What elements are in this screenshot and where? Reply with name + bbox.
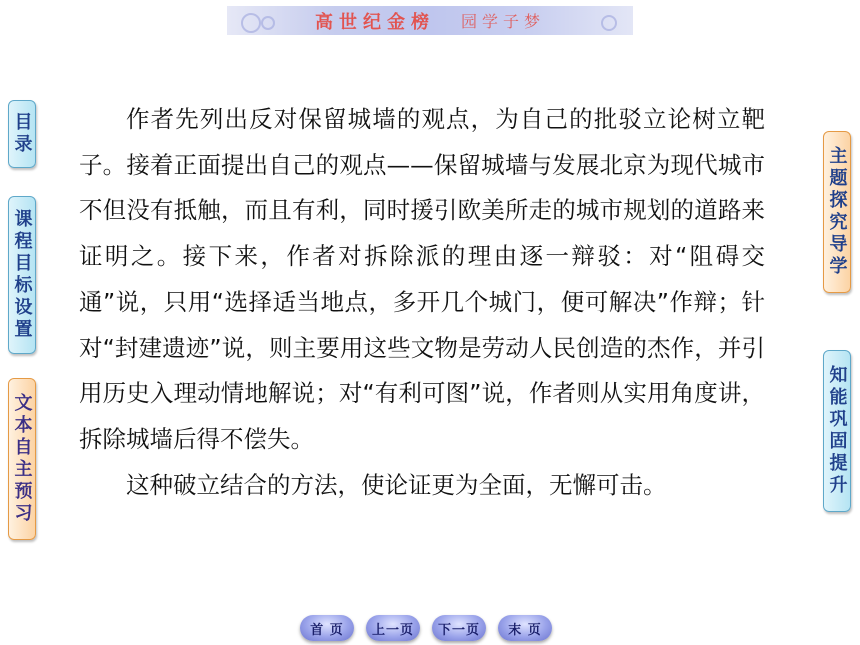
nav-tab-consolidation[interactable] (823, 350, 851, 512)
banner-ornament-icon (601, 15, 617, 31)
banner-ornament-icon (261, 16, 275, 30)
nav-tab-label: 文本自主预习 (11, 393, 33, 525)
header-banner (227, 6, 633, 35)
nav-tab-label: 目录 (11, 112, 33, 156)
previous-page-button[interactable]: 上一页 (366, 615, 420, 641)
nav-tab-label: 主题探究导学 (826, 146, 848, 278)
banner-subtitle: 园学子梦 (460, 12, 545, 31)
banner-ornament-icon (241, 13, 261, 33)
first-page-button[interactable]: 首 页 (300, 615, 354, 641)
next-page-button[interactable]: 下一页 (432, 615, 486, 641)
nav-tab-text-preview[interactable] (8, 378, 36, 540)
main-text (79, 97, 765, 508)
paragraph: 作者先列出反对保留城墙的观点，为自己的批驳立论树立靶子。接着正面提出自己的观点——保留城墙与发展北京为现代城市不但没有抵触，而且有利，同时援引欧美所走的城市规划的道路来证明之。接下来，作者对拆除派的理由逐一辩驳：对“阻碍交通”说，只用“选择适当地点，多开几个城门，便可解决”作辩；针对“封建遗迹”说，则主要用这些文物是劳动人民创造的杰作，并引用历史入理动情地解说；对“有利可图”说，作者则从实用角度讲，拆除城墙后得不偿失。 (79, 105, 765, 453)
last-page-button[interactable]: 末 页 (498, 615, 552, 641)
nav-tab-label: 课程目标设置 (11, 209, 33, 341)
nav-tab-contents[interactable] (8, 100, 36, 168)
nav-tab-course-goals[interactable] (8, 196, 36, 354)
nav-tab-label: 知能巩固提升 (826, 365, 848, 497)
paragraph: 这种破立结合的方法，使论证更为全面，无懈可击。 (126, 470, 667, 499)
page-navigation (300, 615, 552, 641)
banner-title: 高世纪金榜 (314, 11, 435, 33)
nav-tab-theme-inquiry[interactable] (823, 131, 851, 293)
